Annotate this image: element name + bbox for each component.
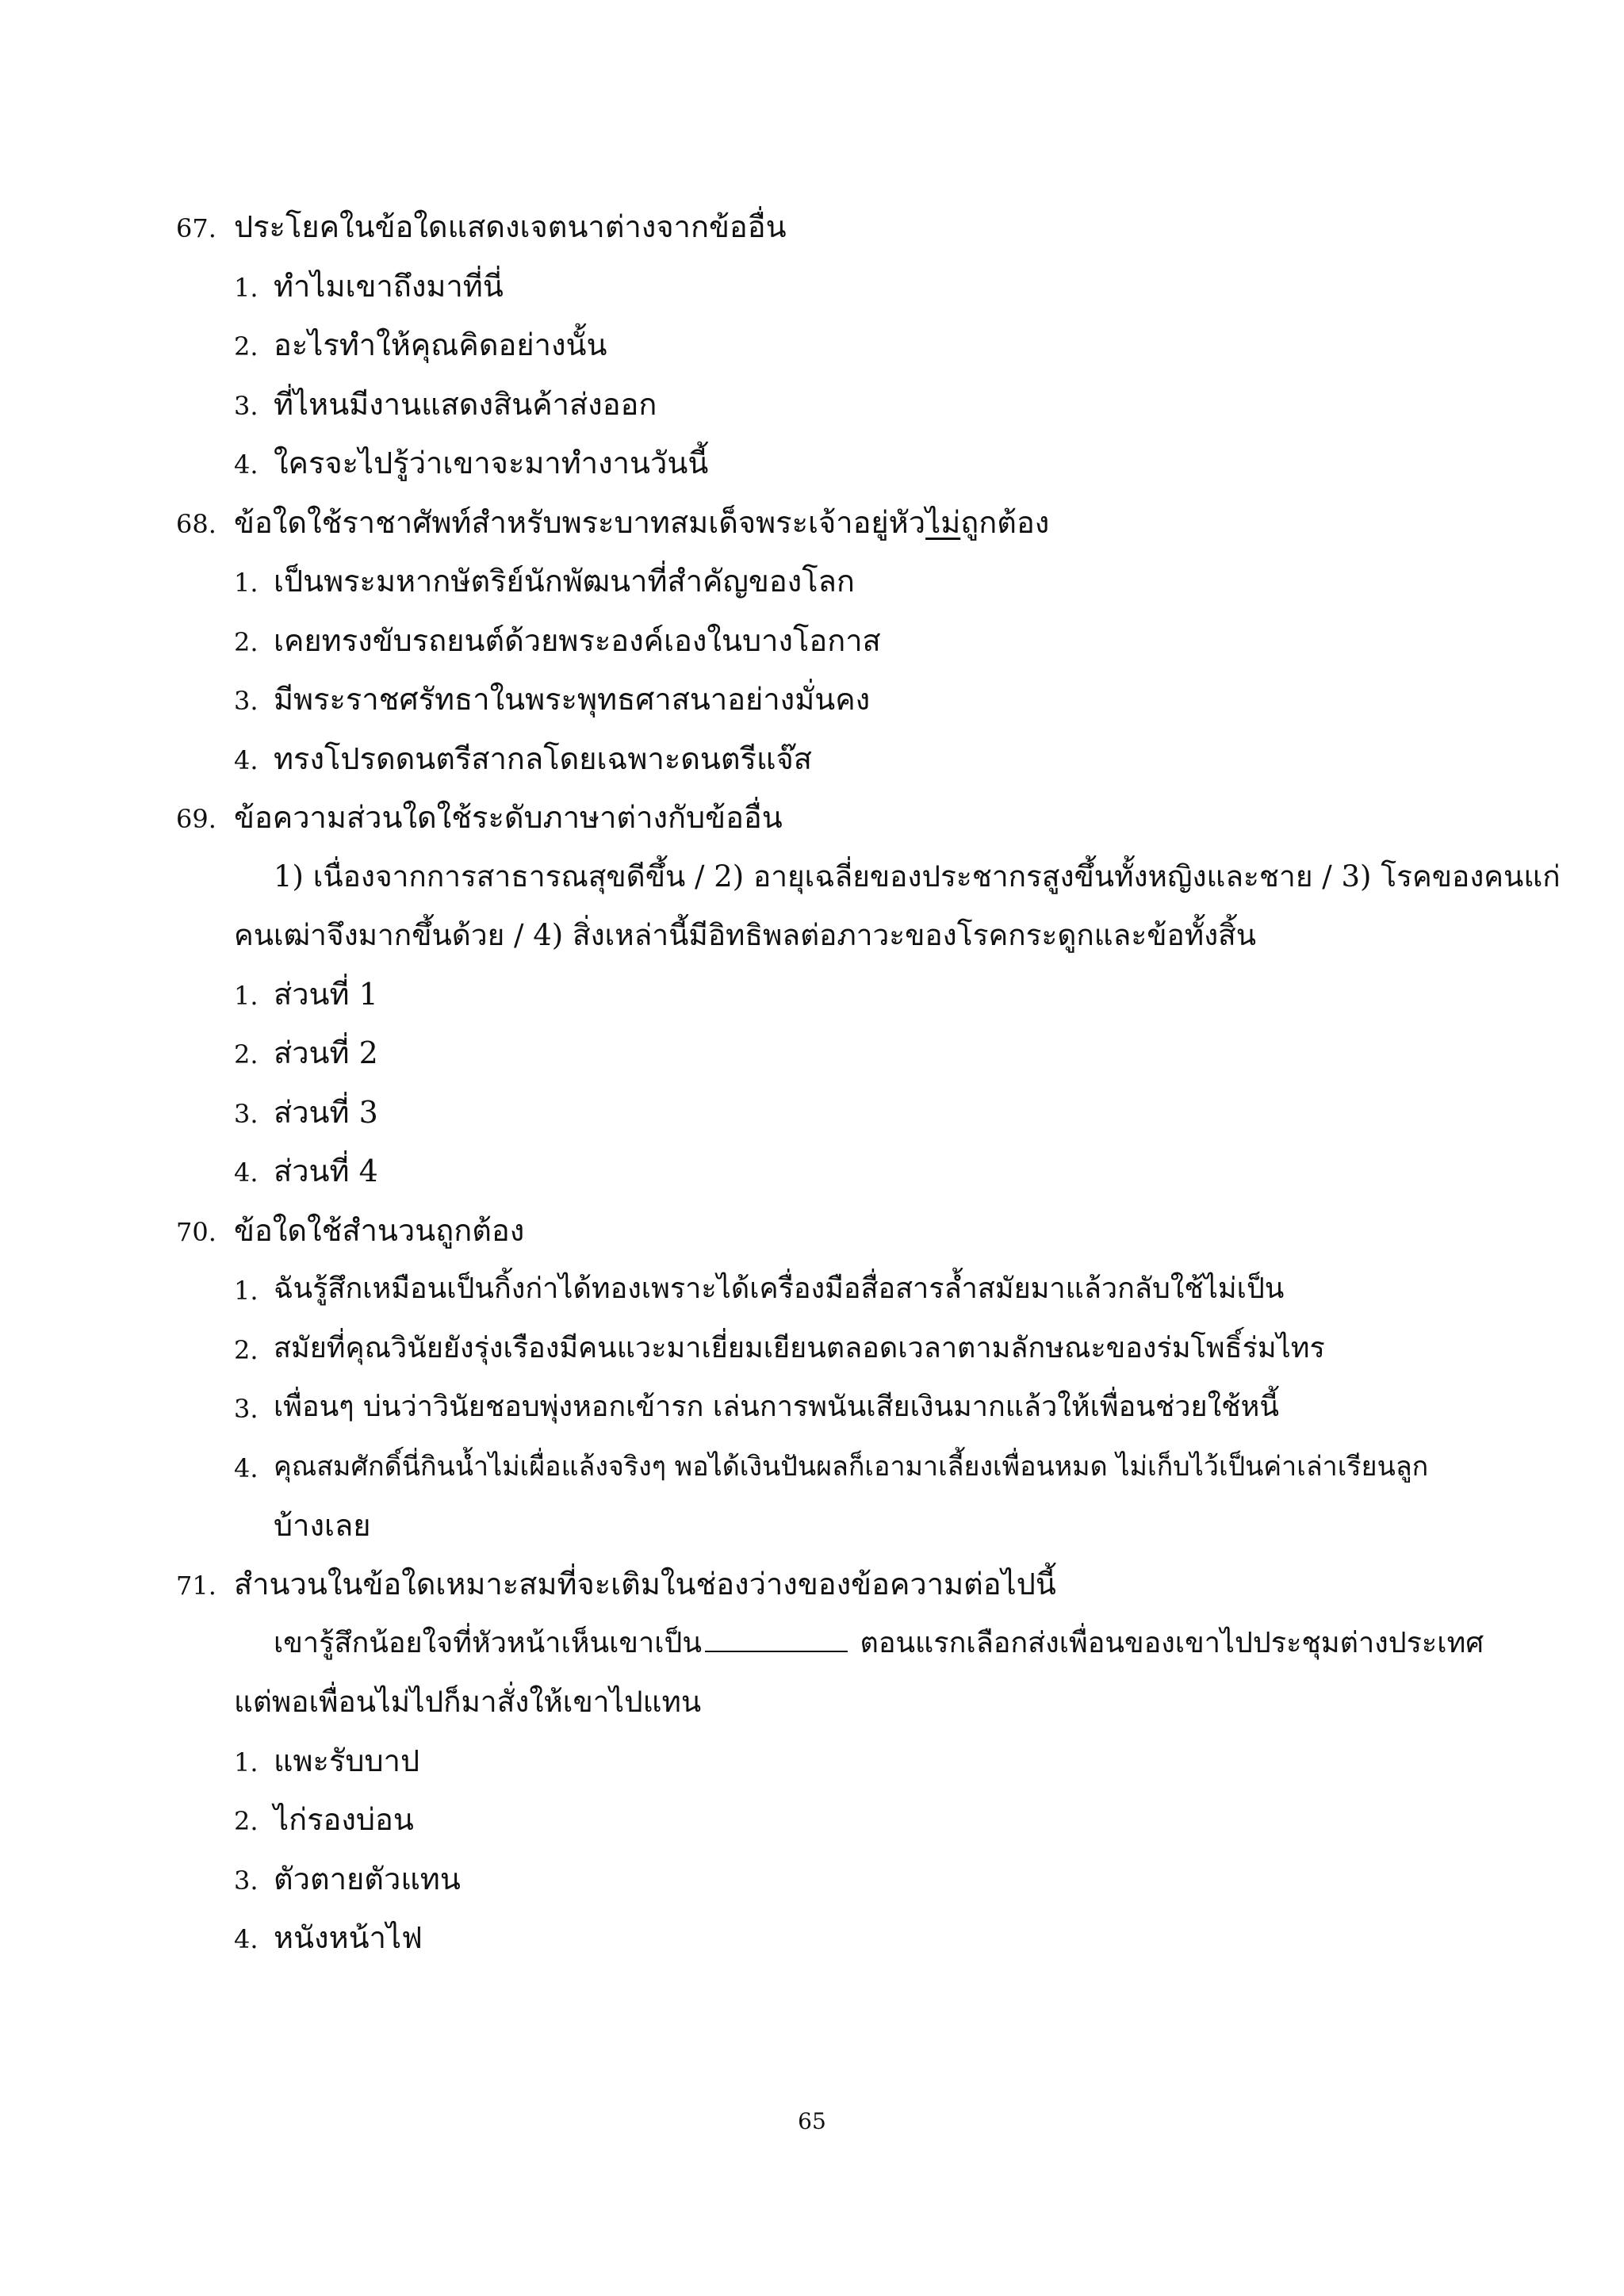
question-71-text: สำนวนในข้อใดเหมาะสมที่จะเติมในช่องว่างของข้อความต่อไปนี้: [234, 1567, 1056, 1601]
q68-option-2-number: 2.: [234, 627, 259, 657]
q71-option-4-number: 4.: [234, 1924, 259, 1954]
q70-option-4-text: คุณสมศักดิ์นี่กินน้ำไม่เผื่อแล้งจริงๆ พอได้เงินปันผลก็เอามาเลี้ยงเพื่อนหมด ไม่เก็บไว้เป็นค่าเล่าเรียนลูก: [274, 1451, 1429, 1483]
q70-option-3-text: เพื่อนๆ บ่นว่าวินัยชอบพุ่งหอกเข้ารก เล่นการพนันเสียเงินมากแล้วให้เพื่อนช่วยใช้หนี้: [274, 1391, 1279, 1423]
q70-option-3-number: 3.: [234, 1394, 259, 1424]
q69-option-4-number: 4.: [234, 1158, 259, 1188]
q68-option-4-text: ทรงโปรดดนตรีสากลโดยเฉพาะดนตรีแจ๊ส: [274, 741, 812, 776]
q68-option-3-text: มีพระราชศรัทธาในพระพุทธศาสนาอย่างมั่นคง: [274, 682, 871, 717]
question-68-underlined-word: ไม่: [925, 505, 961, 540]
question-68-text: [234, 502, 1049, 543]
q70-option-4-continuation: บ้างเลย: [274, 1508, 371, 1543]
question-71-number: 71.: [176, 1571, 216, 1601]
q68-option-4-number: 4.: [234, 745, 259, 775]
q71-option-2-number: 2.: [234, 1806, 259, 1836]
q67-option-3-text: ที่ไหนมีงานแสดงสินค้าส่งออก: [274, 387, 657, 422]
q71-option-1-number: 1.: [234, 1747, 259, 1777]
question-69-passage-line-1: 1) เนื่องจากการสาธารณสุขดีขึ้น / 2) อายุเฉลี่ยของประชากรสูงขึ้นทั้งหญิงและชาย / 3) โรคของคนแก่: [274, 859, 1561, 894]
q71-option-3-text: ตัวตายตัวแทน: [274, 1862, 461, 1896]
question-70-text: ข้อใดใช้สำนวนถูกต้อง: [234, 1213, 525, 1248]
q67-option-1-text: ทำไมเขาถึงมาที่นี่: [274, 269, 504, 304]
q70-option-4-number: 4.: [234, 1453, 259, 1483]
question-67-number: 67.: [176, 213, 216, 243]
q70-option-1-text: ฉันรู้สึกเหมือนเป็นกิ้งก่าได้ทองเพราะได้เครื่องมือสื่อสารล้ำสมัยมาแล้วกลับใช้ไม่เป็น: [274, 1272, 1285, 1305]
q71-option-3-number: 3.: [234, 1866, 259, 1896]
page-number: 65: [798, 2108, 826, 2134]
question-71-passage-after-blank: ตอนแรกเลือกส่งเพื่อนของเขาไปประชุมต่างประเทศ: [851, 1627, 1484, 1659]
question-71-passage-line-1: [274, 1623, 1484, 1664]
q69-option-4-text: ส่วนที่ 4: [274, 1154, 378, 1188]
question-69-text: ข้อความส่วนใดใช้ระดับภาษาต่างกับข้ออื่น: [234, 800, 783, 835]
q70-option-2-text: สมัยที่คุณวินัยยังรุ่งเรืองมีคนแวะมาเยี่ยมเยียนตลอดเวลาตามลักษณะของร่มโพธิ์ร่มไทร: [274, 1332, 1325, 1364]
q71-option-2-text: ไก่รองบ่อน: [274, 1802, 414, 1837]
q71-option-1-text: แพะรับบาป: [274, 1743, 420, 1778]
q67-option-2-number: 2.: [234, 331, 259, 362]
q67-option-1-number: 1.: [234, 273, 259, 303]
fill-in-blank: [705, 1627, 848, 1652]
q69-option-2-number: 2.: [234, 1039, 259, 1070]
q71-option-4-text: หนังหน้าไฟ: [274, 1920, 423, 1955]
question-71-passage-before-blank: เขารู้สึกน้อยใจที่หัวหน้าเห็นเขาเป็น: [274, 1627, 702, 1659]
q69-option-1-text: ส่วนที่ 1: [274, 977, 378, 1012]
q68-option-3-number: 3.: [234, 686, 259, 716]
q70-option-2-number: 2.: [234, 1335, 259, 1365]
q70-option-1-number: 1.: [234, 1276, 259, 1306]
question-71-passage-line-2: แต่พอเพื่อนไม่ไปก็มาสั่งให้เขาไปแทน: [234, 1685, 702, 1719]
question-70-number: 70.: [176, 1217, 216, 1247]
q67-option-3-number: 3.: [234, 391, 259, 421]
q69-option-2-text: ส่วนที่ 2: [274, 1035, 378, 1070]
q69-option-1-number: 1.: [234, 981, 259, 1011]
q67-option-4-text: ใครจะไปรู้ว่าเขาจะมาทำงานวันนี้: [274, 446, 709, 480]
q69-option-3-number: 3.: [234, 1099, 259, 1129]
q68-option-1-number: 1.: [234, 568, 259, 598]
q69-option-3-text: ส่วนที่ 3: [274, 1095, 378, 1130]
question-68-text-before: ข้อใดใช้ราชาศัพท์สำหรับพระบาทสมเด็จพระเจ้าอยู่หัว: [234, 505, 926, 540]
question-68-number: 68.: [176, 509, 216, 539]
question-67-text: ประโยคในข้อใดแสดงเจตนาต่างจากข้ออื่น: [234, 209, 787, 244]
question-69-number: 69.: [176, 804, 216, 834]
q67-option-2-text: อะไรทำให้คุณคิดอย่างนั้น: [274, 327, 607, 362]
question-69-passage-line-2: คนเฒ่าจึงมากขึ้นด้วย / 4) สิ่งเหล่านี้มีอิทธิพลต่อภาวะของโรคกระดูกและข้อทั้งสิ้น: [234, 918, 1257, 952]
question-68-text-after: ถูกต้อง: [960, 505, 1050, 540]
q67-option-4-number: 4.: [234, 450, 259, 480]
q68-option-2-text: เคยทรงขับรถยนต์ด้วยพระองค์เองในบางโอกาส: [274, 623, 881, 658]
q68-option-1-text: เป็นพระมหากษัตริย์นักพัฒนาที่สำคัญของโลก: [274, 564, 855, 599]
